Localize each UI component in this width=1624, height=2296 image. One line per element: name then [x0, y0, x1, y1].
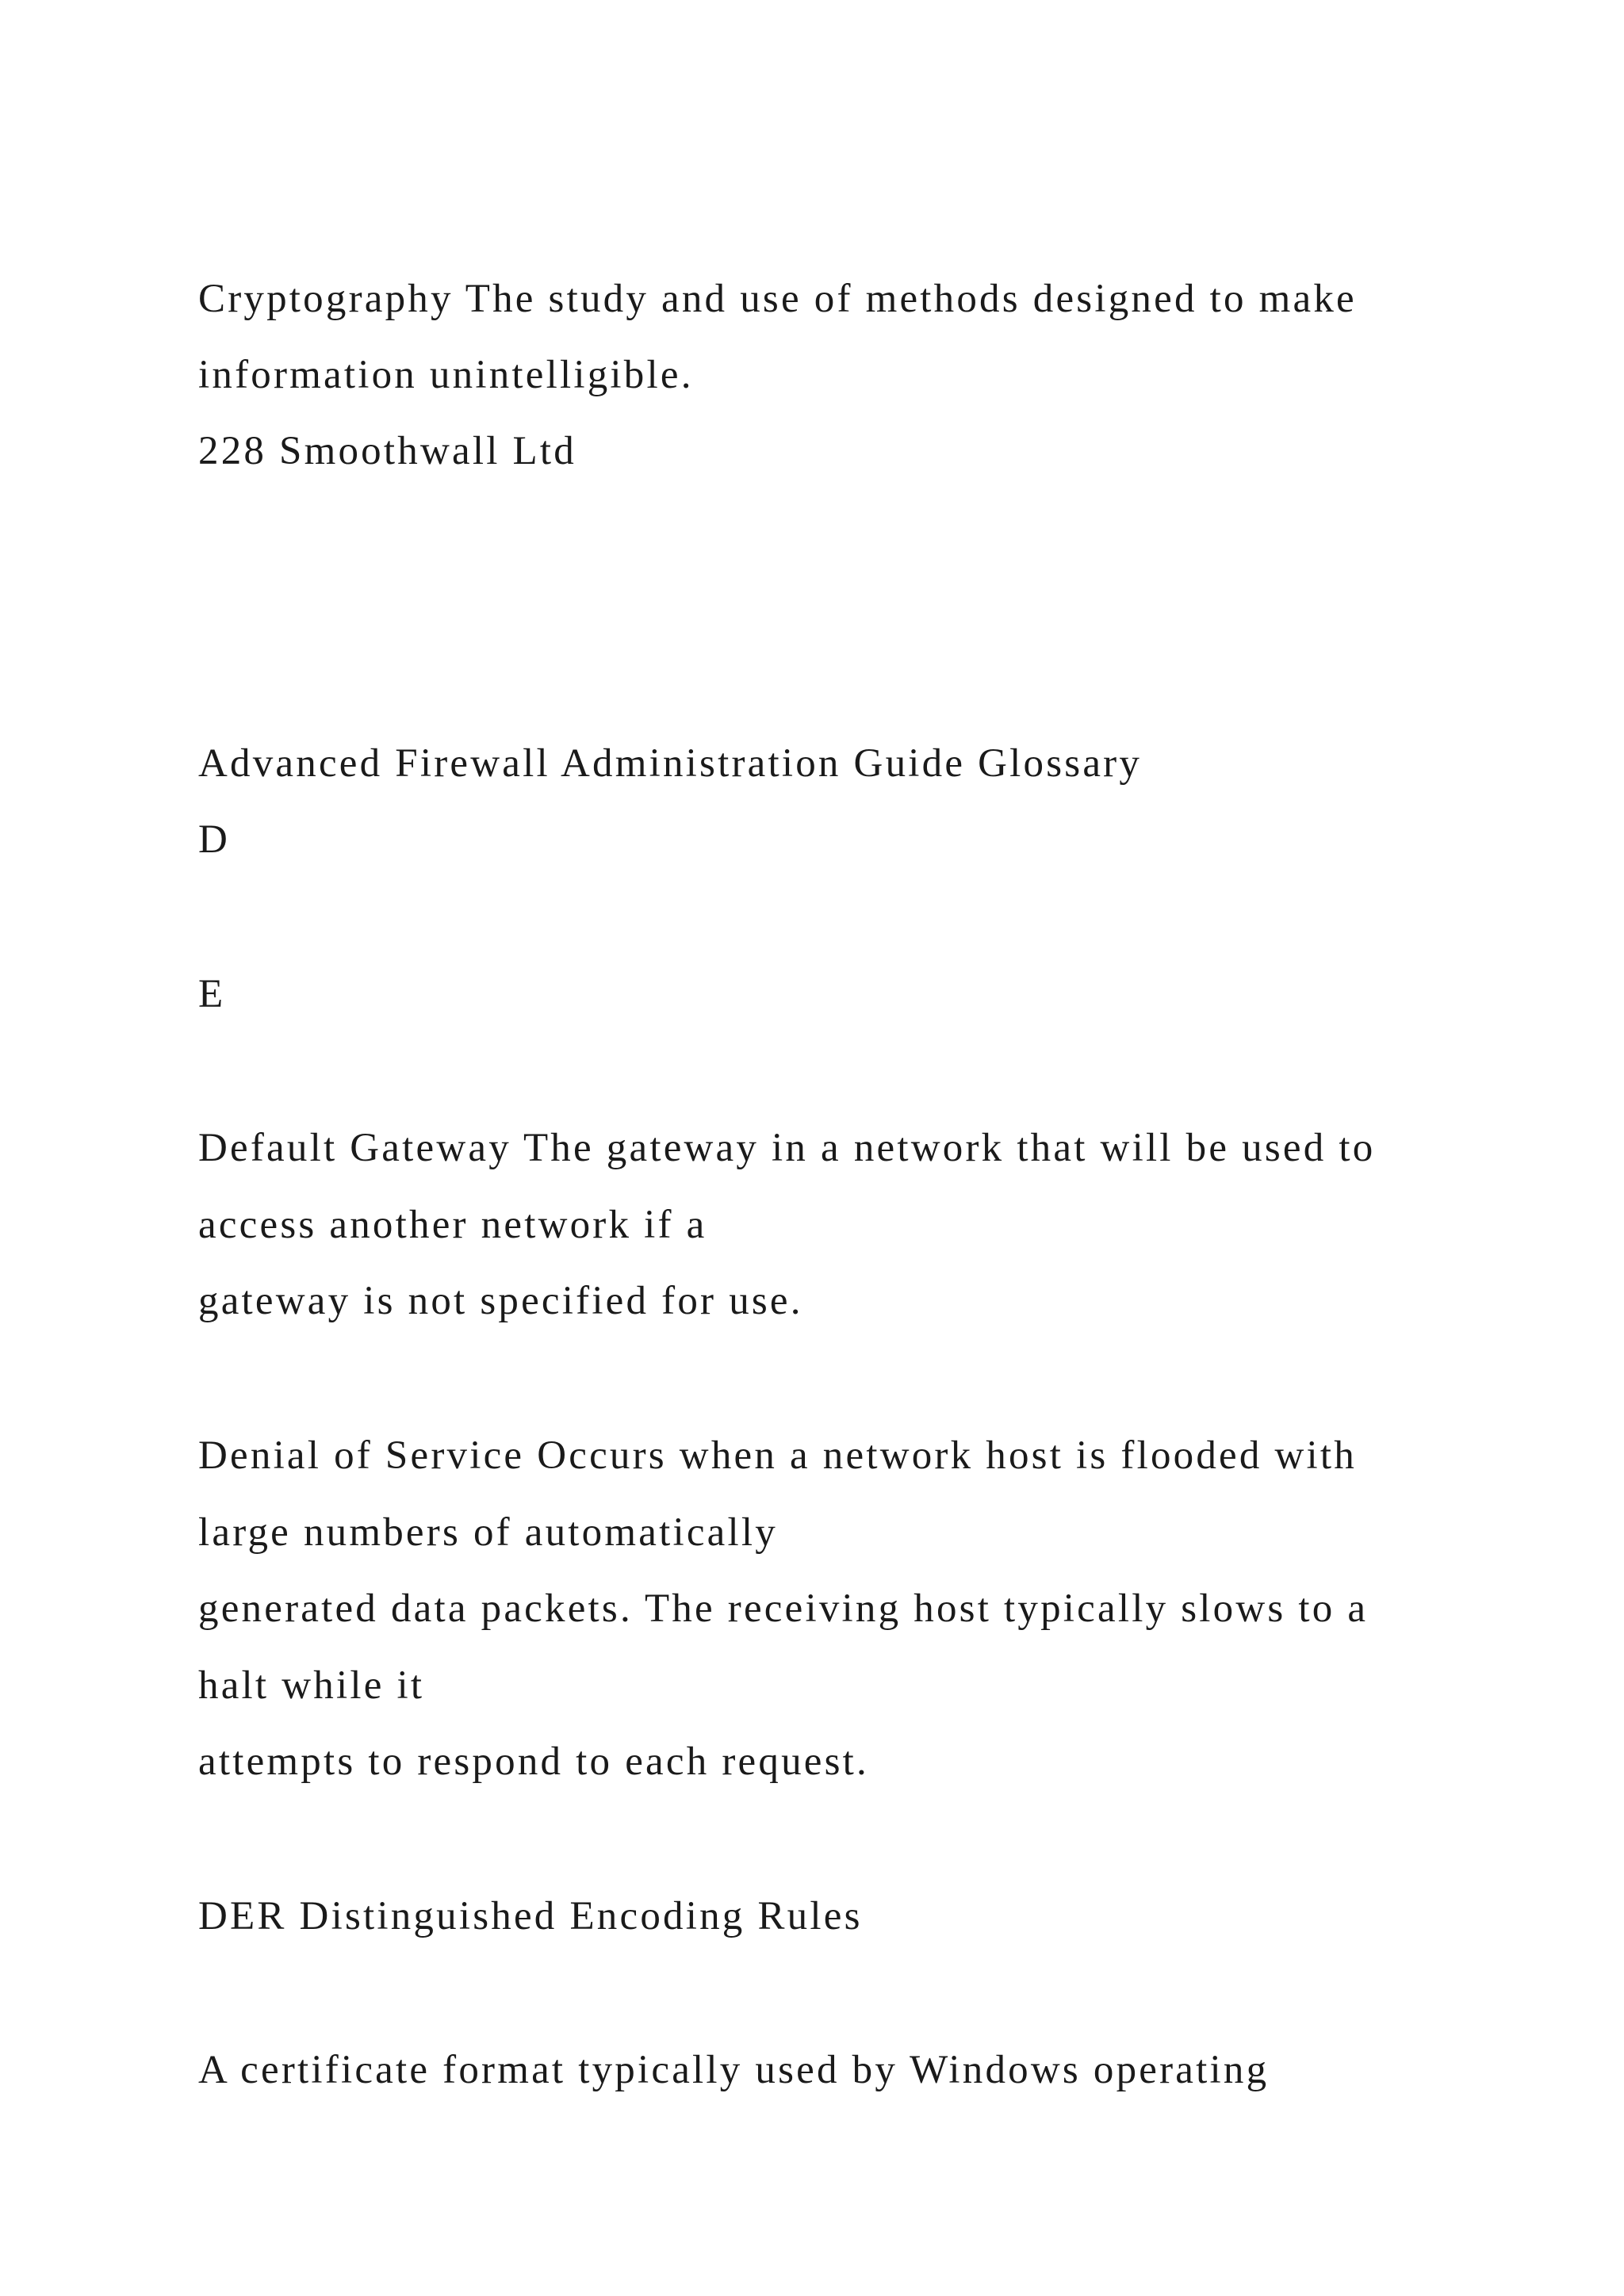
section-letter-e: E	[198, 972, 226, 1016]
text-line: generated data packets. The receiving host typically slows to a	[198, 1586, 1369, 1631]
text-line: Cryptography The study and use of methods designed to make	[198, 277, 1357, 321]
text-line: access another network if a	[198, 1203, 707, 1247]
text-line: information unintelligible.	[198, 353, 694, 397]
glossary-entry: Default Gateway The gateway in a network that will be used to	[198, 1126, 1376, 1170]
text-line: gateway is not specified for use.	[198, 1279, 803, 1323]
text-line: A certificate format typically used by Windows operating	[198, 2048, 1270, 2092]
text-line: attempts to respond to each request.	[198, 1739, 869, 1784]
page-footer: 228 Smoothwall Ltd	[198, 429, 576, 473]
section-letter-d: D	[198, 817, 231, 862]
text-line: large numbers of automatically	[198, 1510, 778, 1555]
glossary-entry: Denial of Service Occurs when a network host is flooded with	[198, 1433, 1357, 1478]
glossary-entry: DER Distinguished Encoding Rules	[198, 1894, 863, 1938]
text-line: halt while it	[198, 1663, 425, 1708]
page-header: Advanced Firewall Administration Guide Glossary	[198, 741, 1143, 786]
